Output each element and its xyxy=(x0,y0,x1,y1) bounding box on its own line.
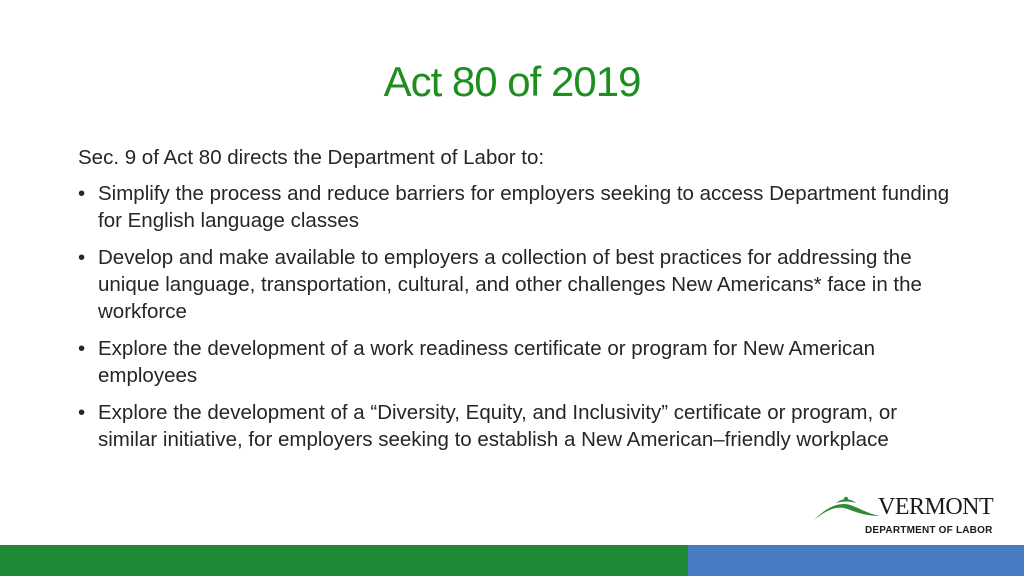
bullet-icon: • xyxy=(78,182,86,205)
bullet-text: Explore the development of a work readiness certificate or program for New American employees xyxy=(98,337,876,387)
bullet-list xyxy=(78,180,958,453)
logo-department-text: DEPARTMENT OF LABOR xyxy=(865,525,993,536)
list-item xyxy=(78,244,958,325)
bullet-text: Simplify the process and reduce barriers for employers seeking to access Department funding for English language classes xyxy=(98,182,950,232)
bullet-icon: • xyxy=(78,401,86,424)
bullet-icon: • xyxy=(78,246,86,269)
list-item xyxy=(78,335,958,389)
slide-body xyxy=(78,144,958,463)
mountain-swoosh-icon xyxy=(812,494,882,524)
footer-green-bar xyxy=(0,545,688,576)
list-item xyxy=(78,180,958,234)
bullet-text: Develop and make available to employers a collection of best practices for addressing the unique language, transportation, cultural, and other challenges New Americans* face in the workforce xyxy=(98,246,922,323)
bullet-text: Explore the development of a “Diversity, Equity, and Inclusivity” certificate or program, or similar initiative, for employers seeking to establish a New American–friendly workplace xyxy=(98,401,898,451)
bullet-icon: • xyxy=(78,337,86,360)
vermont-dol-logo xyxy=(812,494,994,542)
list-item xyxy=(78,399,958,453)
footer-blue-bar xyxy=(688,545,1024,576)
slide-title: Act 80 of 2019 xyxy=(383,58,641,105)
logo-state-text: VERMONT xyxy=(878,494,994,520)
intro-text: Sec. 9 of Act 80 directs the Department of Labor to: xyxy=(78,146,545,169)
